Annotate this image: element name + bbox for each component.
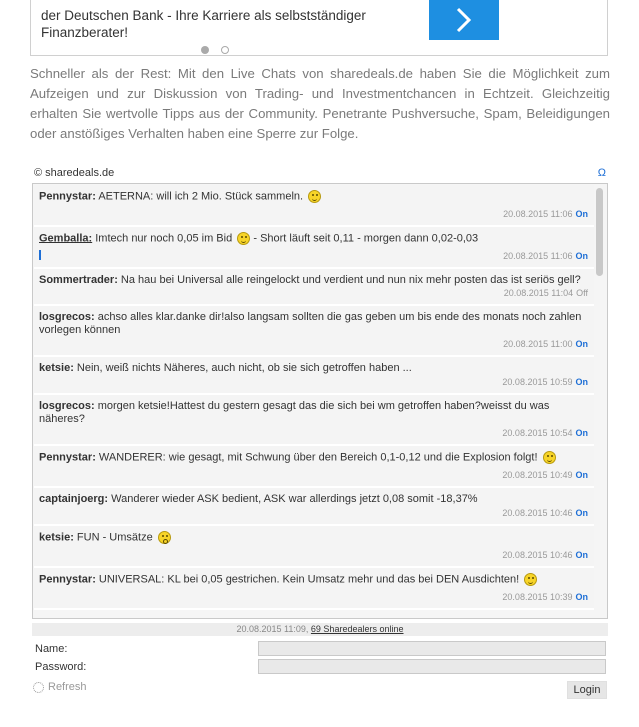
message-user[interactable]: ketsie:	[39, 531, 74, 544]
message-text: Imtech nur noch 0,05 im Bid	[95, 232, 233, 245]
chat-message	[34, 488, 594, 526]
chat-intro-text: Schneller als der Rest: Mit den Live Chats von sharedeals.de haben Sie die Möglichkeit zum Aufzeigen und zur Diskussion von Trading- und Investmentchancen in Echtzeit. Gleichzeitig erhalten Sie wertvolle Tipps aus der Community. Penetrante Pushversuche, Spam, Beleidigungen oder anstößiges Verhalten haben eine Sperre zur Folge.	[30, 66, 610, 141]
chat-message	[34, 269, 594, 306]
message-text: morgen ketsie!Hattest du gestern gesagt das die sich bei wm getroffen haben?weisst du was näheres?	[39, 400, 550, 425]
message-time: 20.08.2015 11:06	[503, 209, 573, 219]
chat-message	[34, 395, 594, 446]
name-label: Name:	[35, 643, 68, 655]
message-text: FUN - Umsätze	[76, 531, 153, 544]
message-user[interactable]: Pennystar:	[39, 451, 96, 464]
chat-scrollbar[interactable]	[595, 186, 605, 616]
chevron-right-icon	[454, 6, 474, 34]
message-time: 20.08.2015 10:46	[502, 550, 573, 560]
refresh-icon	[33, 682, 44, 693]
message-text: Na hau bei Universal alle reingelockt und verdient und nun nix mehr posten das ist seriös gell?	[120, 274, 581, 286]
name-input[interactable]	[258, 641, 606, 656]
chat-message	[34, 227, 594, 269]
message-text: AETERNA: will ich 2 Mio. Stück sammeln.	[98, 190, 304, 203]
message-text: achso alles klar.danke dir!also langsam sollten die gas geben um bis ende des monats noch zahlen vorlegen können	[39, 311, 582, 336]
message-time: 20.08.2015 10:46	[502, 508, 573, 518]
user-status: On	[575, 592, 588, 602]
password-label: Password:	[35, 661, 87, 673]
chat-message	[34, 526, 594, 568]
user-status: Off	[576, 288, 588, 298]
status-time: 20.08.2015 11:09,	[236, 624, 309, 634]
user-status: On	[575, 508, 588, 518]
message-time: 20.08.2015 10:59	[502, 377, 573, 387]
smiley-icon	[308, 190, 321, 203]
message-text: UNIVERSAL: KL bei 0,05 gestrichen. Kein Umsatz mehr und das bei DEN Ausdichten!	[98, 573, 520, 586]
message-text: Wanderer wieder ASK bedient, ASK war allerdings jetzt 0,08 somit -18,37%	[111, 493, 478, 505]
message-time: 20.08.2015 11:04	[503, 288, 574, 298]
message-time: 20.08.2015 11:06	[503, 251, 573, 261]
user-status: On	[575, 428, 588, 438]
smiley-icon	[524, 573, 537, 586]
chat-message	[34, 357, 594, 395]
chat-message	[34, 568, 594, 610]
message-user[interactable]: Gemballa:	[39, 232, 93, 245]
ad-text: der Deutschen Bank - Ihre Karriere als selbstständiger Finanzberater!	[41, 8, 366, 40]
online-users-link[interactable]: 69 Sharedealers online	[310, 624, 404, 634]
message-user[interactable]: Pennystar:	[39, 573, 96, 586]
user-status: On	[575, 251, 588, 261]
chat-message	[34, 185, 594, 227]
refresh-label: Refresh	[48, 681, 87, 693]
chat-message	[34, 306, 594, 357]
scrollbar-thumb[interactable]	[596, 188, 603, 276]
message-time: 20.08.2015 10:49	[502, 470, 573, 480]
message-time: 20.08.2015 10:54	[502, 428, 573, 438]
refresh-button[interactable]	[33, 681, 87, 693]
user-status: On	[575, 377, 588, 387]
user-status: On	[575, 470, 588, 480]
omega-icon[interactable]: Ω	[597, 167, 606, 179]
carousel-dot-2[interactable]	[221, 46, 229, 54]
message-user[interactable]: losgrecos:	[39, 311, 95, 323]
smiley-icon	[237, 232, 250, 245]
message-text-continued: - Short läuft seit 0,11 - morgen dann 0,02-0,03	[253, 232, 479, 245]
user-status: On	[575, 550, 588, 560]
message-user[interactable]: Pennystar:	[39, 190, 96, 203]
user-status: On	[575, 339, 588, 349]
chat-message	[34, 446, 594, 488]
chat-copyright: © sharedeals.de	[34, 167, 115, 179]
chat-message-list[interactable]	[32, 183, 608, 619]
smiley-icon	[543, 451, 556, 464]
message-text: WANDERER: wie gesagt, mit Schwung über den Bereich 0,1-0,12 und die Explosion folgt!	[98, 451, 538, 464]
ad-banner[interactable]	[30, 0, 608, 56]
password-input[interactable]	[258, 659, 606, 674]
chat-status-bar	[32, 623, 608, 636]
message-user[interactable]: captainjoerg:	[39, 493, 109, 505]
surprised-smiley-icon	[158, 531, 171, 544]
carousel-dots	[201, 41, 237, 53]
message-text: Nein, weiß nichts Näheres, auch nicht, ob sie sich getroffen haben ...	[76, 362, 412, 374]
ad-next-button[interactable]	[429, 0, 499, 40]
message-time: 20.08.2015 10:39	[502, 592, 573, 602]
login-button[interactable]: Login	[567, 681, 607, 699]
message-user[interactable]: losgrecos:	[39, 400, 95, 412]
chat-header	[34, 167, 608, 181]
message-user[interactable]: ketsie:	[39, 362, 74, 374]
message-time: 20.08.2015 11:00	[503, 339, 573, 349]
user-status: On	[575, 209, 588, 219]
message-user[interactable]: Sommertrader:	[39, 274, 118, 286]
carousel-dot-1[interactable]	[201, 46, 209, 54]
message-marker	[39, 250, 41, 260]
